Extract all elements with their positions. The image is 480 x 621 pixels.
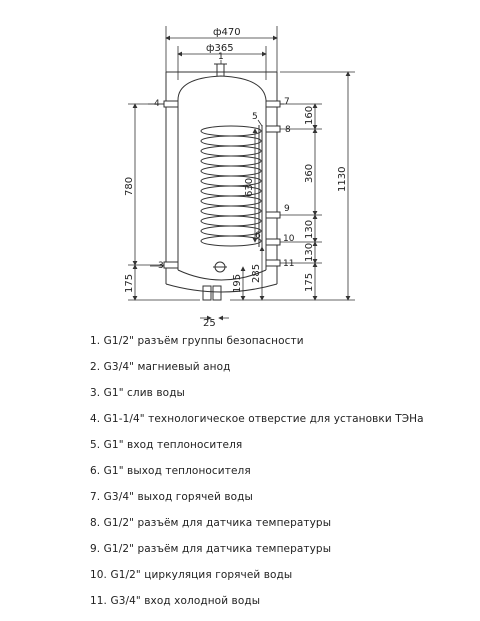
d285-label: 285: [251, 263, 262, 283]
legend-number: 3.: [90, 387, 101, 399]
legend-text: G1/2" разъём группы безопасности: [103, 335, 304, 347]
legend-item: [90, 335, 470, 361]
r130a-label: 130: [304, 219, 315, 239]
magnesium-anode: [214, 64, 227, 76]
legend-text: G1" вход теплоносителя: [103, 439, 243, 451]
r175-label: 175: [304, 272, 315, 292]
legend-item: [90, 465, 470, 491]
legend-text: G1/2" разъём для датчика температуры: [103, 517, 332, 529]
callout-9: 9: [284, 204, 290, 214]
inner-diameter-label: ф365: [206, 43, 234, 54]
legend-number: 6.: [90, 465, 101, 477]
callout-10: 10: [283, 234, 295, 244]
legend-item: [90, 543, 470, 569]
legend-text: G1-1/4" технологическое отверстие для установки ТЭНа: [103, 413, 424, 425]
callout-3: 3: [158, 261, 164, 271]
callout-4: 4: [154, 99, 160, 109]
d195-label: 195: [232, 273, 243, 293]
left-dimension-lines: [128, 104, 200, 300]
legend-number: 2.: [90, 361, 101, 373]
legend-text: G1/2" циркуляция горячей воды: [110, 569, 293, 581]
r160-label: 160: [304, 105, 315, 125]
legend-number: 5.: [90, 439, 101, 451]
legend-item: [90, 569, 470, 595]
legend-number: 11.: [90, 595, 107, 607]
left-175-label: 175: [124, 273, 135, 293]
callout-5: 5: [252, 112, 258, 122]
legend-number: 10.: [90, 569, 107, 581]
d25-label: 25: [203, 318, 216, 329]
callout-11: 11: [283, 259, 295, 269]
legend: [90, 335, 470, 621]
legend-item: [90, 595, 470, 621]
callout-8: 8: [285, 125, 291, 135]
legend-number: 9.: [90, 543, 101, 555]
legend-text: G1" выход теплоносителя: [103, 465, 251, 477]
left-780-label: 780: [124, 176, 135, 196]
legend-item: [90, 387, 470, 413]
legend-number: 1.: [90, 335, 101, 347]
legend-text: G3/4" выход горячей воды: [103, 491, 253, 503]
legend-number: 8.: [90, 517, 101, 529]
coil-630-label: 630: [244, 177, 255, 197]
legend-item: [90, 439, 470, 465]
r130b-label: 130: [304, 242, 315, 262]
legend-item: [90, 361, 470, 387]
connection-stubs: [164, 101, 280, 300]
legend-text: G1" слив воды: [103, 387, 185, 399]
legend-text: G3/4" магниевый анод: [103, 361, 231, 373]
callout-7: 7: [284, 97, 290, 107]
legend-number: 4.: [90, 413, 101, 425]
callout-1: 1: [218, 52, 224, 62]
legend-text: G3/4" вход холодной воды: [110, 595, 261, 607]
callout-6: 6: [255, 231, 261, 241]
legend-item: [90, 517, 470, 543]
legend-text: G1/2" разъём для датчика температуры: [103, 543, 332, 555]
r360-label: 360: [304, 163, 315, 183]
legend-number: 7.: [90, 491, 101, 503]
total-height-label: 1130: [337, 166, 348, 192]
legend-item: [90, 413, 470, 439]
legend-item: [90, 491, 470, 517]
outer-diameter-label: ф470: [213, 27, 241, 38]
